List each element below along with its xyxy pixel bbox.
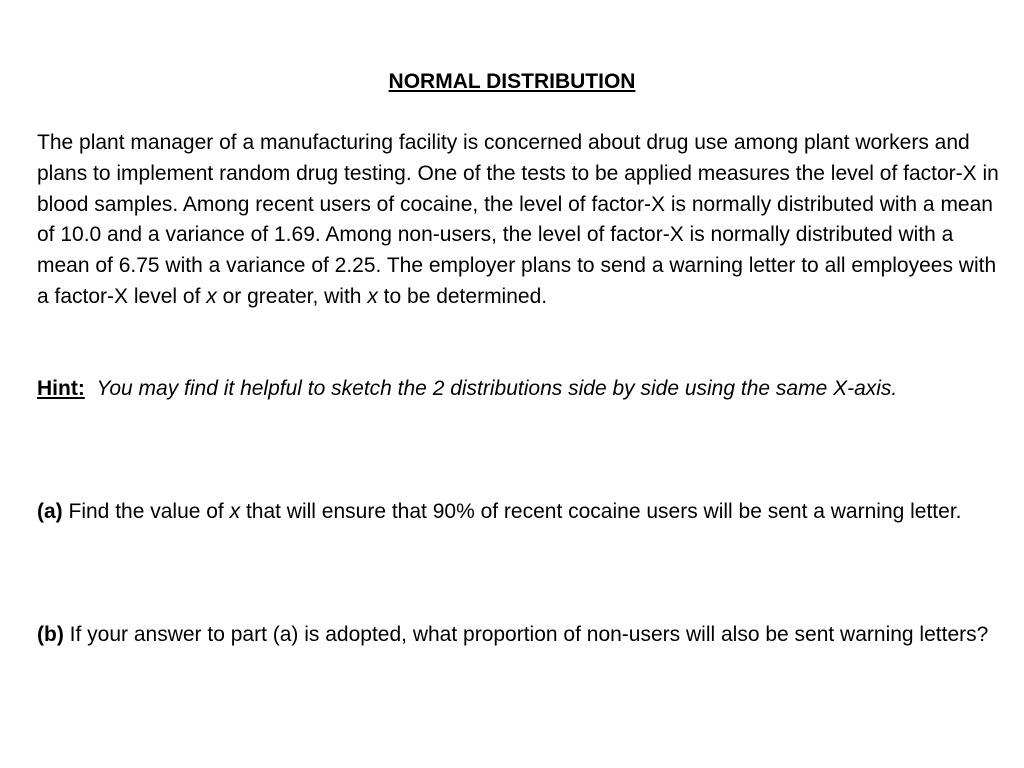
part-a-text-2: that will ensure that 90% of recent cocaine users will be sent a warning letter. xyxy=(240,500,962,523)
variable-x: x xyxy=(367,284,378,308)
problem-text-2: or greater, with xyxy=(216,284,368,308)
part-b-label: (b) xyxy=(37,623,64,646)
hint xyxy=(37,374,1002,405)
part-a-label: (a) xyxy=(37,500,63,523)
variable-x: x xyxy=(229,500,241,523)
problem-statement xyxy=(37,128,1002,313)
page-title: NORMAL DISTRIBUTION xyxy=(388,70,636,93)
part-a-text-1: Find the value of xyxy=(62,500,230,523)
question-part-a xyxy=(37,497,1002,528)
hint-label: Hint: xyxy=(37,377,85,400)
problem-text-1: The plant manager of a manufacturing facility is concerned about drug use among plant workers and plans to implement random drug testing. One of the tests to be applied measures the level of factor-X in blood samples. Among recent users of cocaine, the level of factor-X is normally distributed with a mean of 10.0 and a variance of 1.69. Among non-users, the level of factor-X is normally distributed with a mean of 6.75 with a variance of 2.25. The employer plans to send a warning letter to all employees with a factor-X level of xyxy=(37,131,999,308)
problem-text-3: to be determined. xyxy=(377,284,548,308)
question-part-b xyxy=(37,620,1002,651)
part-b-text: If your answer to part (a) is adopted, what proportion of non-users will also be sent warning letters? xyxy=(63,623,989,646)
hint-text: You may find it helpful to sketch the 2 distributions side by side using the same X-axis. xyxy=(96,377,898,400)
variable-x: x xyxy=(206,284,217,308)
